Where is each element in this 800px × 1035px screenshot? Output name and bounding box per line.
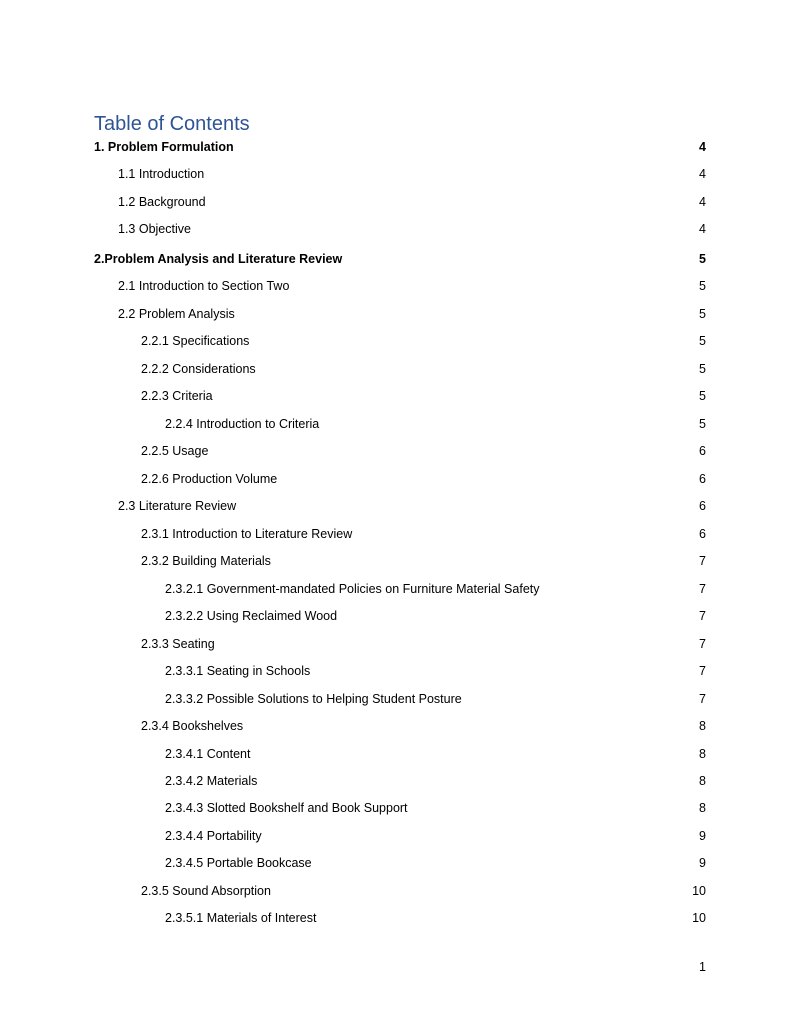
toc-entry-page: 6 <box>699 499 706 513</box>
toc-entry-page: 7 <box>699 609 706 623</box>
toc-entry-label: 2.2.6 Production Volume <box>141 472 278 486</box>
toc-entry-page: 10 <box>692 911 706 925</box>
toc-entry-label: 2.2.5 Usage <box>141 444 209 458</box>
toc-entry-page: 7 <box>699 637 706 651</box>
toc-entry[interactable] <box>0 635 800 653</box>
toc-entry[interactable] <box>0 525 800 543</box>
toc-entry[interactable] <box>0 442 800 460</box>
page-number: 1 <box>699 960 706 974</box>
toc-entry-page: 5 <box>699 362 706 376</box>
toc-entry[interactable] <box>0 305 800 323</box>
toc-entry[interactable] <box>0 497 800 515</box>
toc-entry-page: 4 <box>699 140 706 154</box>
toc-entry[interactable] <box>0 277 800 295</box>
toc-entry[interactable] <box>0 690 800 708</box>
toc-entry-page: 8 <box>699 719 706 733</box>
toc-entry[interactable] <box>0 165 800 183</box>
toc-entry-page: 4 <box>699 195 706 209</box>
toc-entry-label: 2.3.4.4 Portability <box>165 829 262 843</box>
toc-entry-page: 5 <box>699 252 706 266</box>
toc-entry-page: 8 <box>699 801 706 815</box>
toc-entry-page: 7 <box>699 554 706 568</box>
toc-entry-label: 1.1 Introduction <box>118 167 205 181</box>
toc-entry-label: 2.3.5 Sound Absorption <box>141 884 271 898</box>
toc-entry[interactable] <box>0 470 800 488</box>
toc-entry[interactable] <box>0 360 800 378</box>
toc-entry-page: 9 <box>699 829 706 843</box>
toc-entry-label: 2.2.2 Considerations <box>141 362 256 376</box>
toc-entry[interactable] <box>0 415 800 433</box>
toc-title: Table of Contents <box>94 113 250 135</box>
toc-entry-page: 5 <box>699 279 706 293</box>
toc-entry-label: 2.2 Problem Analysis <box>118 307 235 321</box>
toc-entry-label: 2.2.4 Introduction to Criteria <box>165 417 320 431</box>
toc-entry-page: 6 <box>699 527 706 541</box>
toc-entry-page: 5 <box>699 334 706 348</box>
toc-entry[interactable] <box>0 607 800 625</box>
toc-entry[interactable] <box>0 717 800 735</box>
toc-entry-label: 2.3.2.2 Using Reclaimed Wood <box>165 609 338 623</box>
toc-entry-page: 7 <box>699 664 706 678</box>
toc-entry[interactable] <box>0 662 800 680</box>
toc-entry[interactable] <box>0 250 800 268</box>
toc-entry-page: 8 <box>699 747 706 761</box>
toc-entry[interactable] <box>0 193 800 211</box>
toc-entry-label: 2.3.4 Bookshelves <box>141 719 244 733</box>
toc-entry[interactable] <box>0 827 800 845</box>
toc-entry-page: 5 <box>699 389 706 403</box>
toc-entry-label: 2.3.3.1 Seating in Schools <box>165 664 311 678</box>
toc-entry[interactable] <box>0 772 800 790</box>
toc-entry[interactable] <box>0 332 800 350</box>
toc-entry-label: 1.3 Objective <box>118 222 191 236</box>
toc-entry[interactable] <box>0 909 800 927</box>
toc-entry-label: 2.3.4.1 Content <box>165 747 251 761</box>
toc-entry-label: 2.3.5.1 Materials of Interest <box>165 911 317 925</box>
toc-entry-label: 2.3.2 Building Materials <box>141 554 271 568</box>
toc-entry-page: 7 <box>699 582 706 596</box>
toc-entry-page: 4 <box>699 167 706 181</box>
toc-entry-label: 2.2.3 Criteria <box>141 389 213 403</box>
toc-entry-label: 2.Problem Analysis and Literature Review <box>94 252 343 266</box>
toc-entry[interactable] <box>0 854 800 872</box>
toc-entry-page: 4 <box>699 222 706 236</box>
toc-entry-label: 2.2.1 Specifications <box>141 334 250 348</box>
toc-entry-label: 1. Problem Formulation <box>94 140 234 154</box>
toc-entry[interactable] <box>0 745 800 763</box>
toc-entry[interactable] <box>0 580 800 598</box>
toc-entry-page: 9 <box>699 856 706 870</box>
toc-entry-page: 10 <box>692 884 706 898</box>
toc-entry-page: 7 <box>699 692 706 706</box>
toc-entry-label: 2.1 Introduction to Section Two <box>118 279 290 293</box>
toc-entry-label: 1.2 Background <box>118 195 206 209</box>
toc-entry[interactable] <box>0 552 800 570</box>
toc-entry-label: 2.3.2.1 Government-mandated Policies on Furniture Material Safety <box>165 582 540 596</box>
toc-entry[interactable] <box>0 799 800 817</box>
toc-entry-page: 6 <box>699 472 706 486</box>
toc-entry[interactable] <box>0 387 800 405</box>
toc-entry-page: 6 <box>699 444 706 458</box>
toc-entry-page: 5 <box>699 307 706 321</box>
toc-entry-label: 2.3.3 Seating <box>141 637 215 651</box>
toc-entry[interactable] <box>0 220 800 238</box>
toc-entry-label: 2.3.3.2 Possible Solutions to Helping Student Posture <box>165 692 462 706</box>
toc-entry-label: 2.3.4.5 Portable Bookcase <box>165 856 312 870</box>
toc-entry-label: 2.3.4.2 Materials <box>165 774 258 788</box>
toc-entry[interactable] <box>0 138 800 156</box>
toc-entry[interactable] <box>0 882 800 900</box>
toc-entry-label: 2.3 Literature Review <box>118 499 237 513</box>
toc-entry-label: 2.3.4.3 Slotted Bookshelf and Book Support <box>165 801 408 815</box>
toc-entry-page: 8 <box>699 774 706 788</box>
toc-entry-label: 2.3.1 Introduction to Literature Review <box>141 527 353 541</box>
toc-entry-page: 5 <box>699 417 706 431</box>
